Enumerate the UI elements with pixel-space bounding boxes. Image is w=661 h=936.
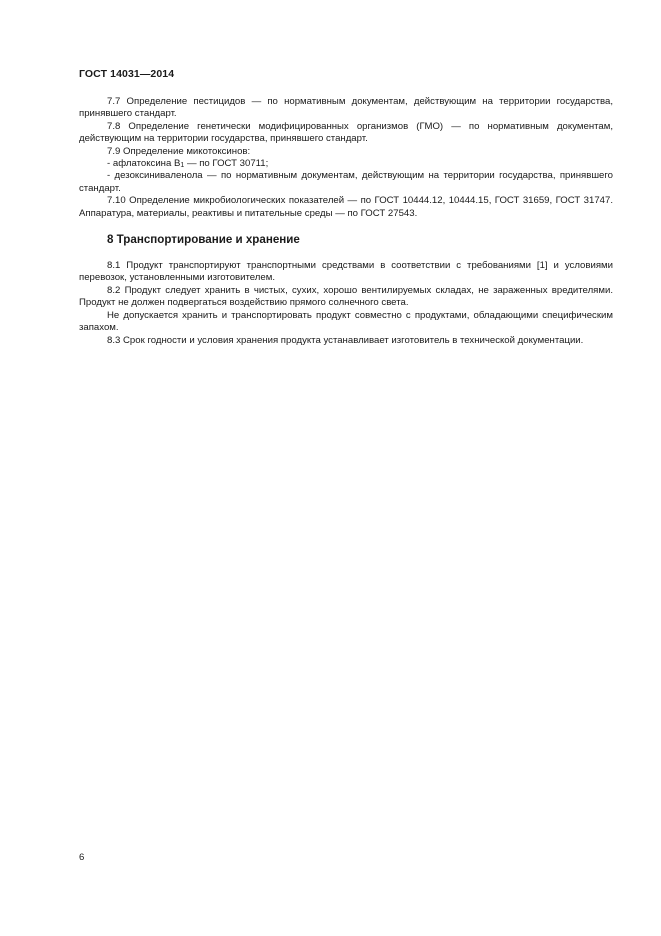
aflatoxin-label: - афлатоксина B [107,158,181,170]
document-header: ГОСТ 14031—2014 [79,68,175,80]
paragraph-8-3: 8.3 Срок годности и условия хранения продукта устанавливает изготовитель в технической документации. [107,334,584,346]
aflatoxin-reference: — по ГОСТ 30711; [184,158,269,170]
paragraph-7-8: 7.8 Определение генетически модифицированных организмов (ГМО) — по нормативным документам, действующим на территории государства, принявшего стандарт. [79,120,613,145]
paragraph-8-1: 8.1 Продукт транспортируют транспортными средствами в соответствии с требованиями [1] и условиями перевозок, установленными изготовителем. [79,260,613,284]
section-8-heading: 8 Транспортирование и хранение [107,233,300,247]
list-item-deoxynivalenol: - дезоксиниваленола — по нормативным документам, действующим на территории государства, принявшего стандарт. [79,170,613,194]
paragraph-8-2: 8.2 Продукт следует хранить в чистых, сухих, хорошо вентилируемых складах, не зараженных вредителями. Продукт не должен подвергаться воздействию прямого солнечного света. [79,284,613,309]
paragraph-7-10: 7.10 Определение микробиологических показателей — по ГОСТ 10444.12, 10444.15, ГОСТ 31659, ГОСТ 31747. Аппаратура, материалы, реактивы и питательные среды — по ГОСТ 27543. [79,195,613,219]
paragraph-8-2-continued: Не допускается хранить и транспортировать продукт совместно с продуктами, обладающими специфическим запахом. [79,309,613,334]
paragraph-7-9: 7.9 Определение микотоксинов: [107,145,251,157]
aflatoxin-subscript: 1 [180,162,185,170]
list-item-aflatoxin [79,158,613,170]
page-number: 6 [79,852,85,863]
paragraph-7-7: 7.7 Определение пестицидов — по нормативным документам, действующим на территории государства, принявшего стандарт. [79,96,613,120]
document-body [79,96,613,347]
